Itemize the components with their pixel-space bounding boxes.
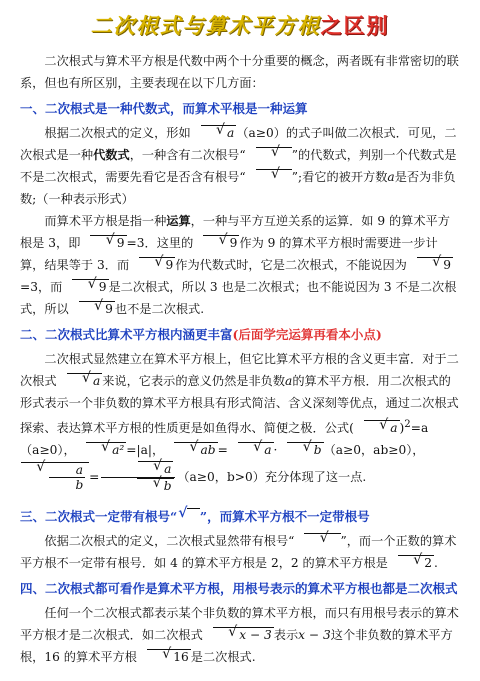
title-part1: 二次根式与算术平方根 [90,13,321,38]
section2-para1: 二次根式显然建立在算术平方根上，但它比算术平方根的含义更丰富．对于二次根式√ a 来说，它表示的意义仍然是非负数a的算术平方根．用二次根式的形式表示一个非负数的算术平方根具有形式简洁、含义深刻等优点，通过二次根式探索、表达算术平方根的性质更是如鱼得水、简便之极．公式(√ a )$^2$=a（a≥0），√ a² =|a|，√ ab =√ a ·√ b （a≥0，ab≥0）， √ $\frac{a}{b}$ = √ a √ b （a≥0，b>0）充分体现了这一点. [20,348,460,494]
section4-heading: 四、二次根式都可看作是算术平方根，用根号表示的算术平方根也都是二次根式 [20,581,458,597]
section1-heading: 一、二次根式是一种代数式，而算术平根是一种运算 [20,101,308,116]
section2-heading: 二、二次根式比算术平方根内涵更丰富(后面学完运算再看本小点) [20,327,382,342]
page-title [20,10,460,40]
intro-paragraph: 二次根式与算术平方根是代数中两个十分重要的概念，两者既有非常密切的联系，但也有所区别，主要表现在以下几方面： [20,54,459,90]
section4-para1: 任何一个二次根式都表示某个非负数的算术平方根，而只有用根号表示的算术平方根才是二次根式．如二次根式√ x − 3 表示x − 3这个非负数的算术平方根，16 的算术平方根√ 16 是二次根式. [20,602,460,668]
section3-heading: 三、二次根式一定带有根号“√ ”，而算术平方根不一定带根号 [20,506,460,528]
section3-para1: 依据二次根式的定义，二次根式显然带有根号“√ ”，而一个正数的算术平方根不一定带有根号．如 4 的算术平方根是 2，2 的算术平方根是√ 2 . [20,530,460,574]
section1-para1: 根据二次根式的定义，形如√ a （a≥0）的式子叫做二次根式．可见，二次根式是一种代数式，一种含有二次根号“√ ”的代数式，判别一个代数式是不是二次根式，需要先看它是否含有根号“√ ”;看它的被开方数a是否为非负数;（一种表示形式） [20,122,460,210]
section1-para2: 而算术平方根是指一种运算，一种与平方互逆关系的运算．如 9 的算术平方根是 3，即√ 9 =3．这里的√ 9 作为 9 的算术平方根时需要进一步计算，结果等于 3．而√ 9 作为代数式时，它是二次根式，不能说因为√ 9=3，而√ 9 是二次根式，所以 3 也是二次根式；也不能说因为 3 不是二次根式，所以√ 9 也不是二次根式. [20,210,460,320]
title-part2: 之区别 [320,13,390,38]
